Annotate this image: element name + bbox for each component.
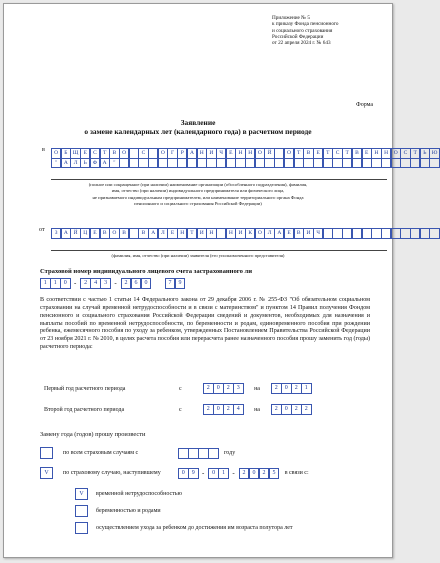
reason-maternity (75, 505, 161, 517)
char-cell[interactable]: Б (61, 148, 71, 159)
char-cell[interactable]: В (119, 228, 129, 239)
char-cell[interactable]: О (284, 148, 294, 159)
char-cell[interactable]: Л (158, 228, 168, 239)
char-cell[interactable]: Ю (429, 148, 439, 159)
char-cell[interactable]: 2 (203, 383, 214, 394)
reason-childcare (75, 522, 293, 534)
org-name-row-3[interactable] (51, 167, 387, 180)
char-cell[interactable]: Е (90, 228, 100, 239)
replace-heading: Замену года (годов) прошу произвести (40, 431, 146, 438)
document-subtitle: о замене календарных лет (календарного года) в расчетном периоде (84, 127, 312, 136)
date-dash: - (232, 468, 235, 477)
year-to: на (254, 385, 260, 392)
char-cell[interactable]: Щ (70, 148, 80, 159)
year-suffix: году (224, 450, 236, 456)
char-cell[interactable]: Ь (80, 158, 90, 169)
char-cell[interactable]: И (235, 228, 245, 239)
char-cell[interactable]: А (148, 228, 158, 239)
char-cell[interactable]: В (138, 228, 148, 239)
annex-line: Приложение № 5 (272, 15, 310, 21)
annex-line: к приказу Фонда пенсионного (272, 21, 339, 28)
char-cell[interactable]: Л (70, 158, 80, 169)
snils-check-group[interactable] (165, 278, 185, 289)
option-specific-case-label: по страховому случаю, наступившему (63, 470, 161, 476)
char-cell[interactable]: Т (100, 148, 110, 159)
form-label: Форма (356, 102, 374, 108)
reason-suffix: в связи с: (284, 470, 309, 476)
char-cell[interactable]: Т (342, 148, 352, 159)
char-cell[interactable]: 2 (271, 383, 282, 394)
char-cell[interactable]: 6 (131, 278, 142, 289)
char-cell[interactable]: Т (410, 148, 420, 159)
char-cell[interactable]: А (100, 158, 110, 169)
char-cell[interactable]: 0 (213, 383, 224, 394)
annex-block (272, 15, 387, 46)
snils-group[interactable] (121, 278, 151, 289)
old-year-field[interactable] (203, 383, 243, 394)
char-cell[interactable]: О (109, 228, 119, 239)
person-prefix: от (39, 227, 45, 233)
option-all-cases-checkbox[interactable] (40, 447, 53, 459)
char-cell[interactable]: 0 (60, 278, 71, 289)
char-cell[interactable]: О (158, 148, 168, 159)
document-page (3, 3, 438, 558)
date-digit-cell[interactable]: 1 (218, 468, 229, 479)
reason-childcare-checkbox[interactable] (75, 522, 88, 534)
date-digit-cell[interactable]: 2 (259, 468, 270, 479)
char-cell[interactable]: Н (235, 148, 245, 159)
snils-field[interactable] (40, 278, 185, 289)
char-cell[interactable]: С (400, 148, 410, 159)
char-cell[interactable]: С (138, 148, 148, 159)
char-cell[interactable]: В (100, 228, 110, 239)
char-cell[interactable]: Й (264, 148, 274, 159)
char-cell[interactable]: Ц (80, 228, 90, 239)
char-cell[interactable]: Ф (90, 158, 100, 169)
char-cell[interactable]: Т (187, 228, 197, 239)
char-cell[interactable]: В (294, 228, 304, 239)
char-cell[interactable]: 2 (301, 404, 312, 415)
char-cell[interactable]: Н (206, 228, 216, 239)
snils-group[interactable] (40, 278, 70, 289)
char-cell[interactable]: 2 (291, 404, 302, 415)
reason-childcare-label: осуществлением ухода за ребенком до достижения им возраста полутора лет (96, 525, 293, 531)
person-name-row-1[interactable] (51, 228, 439, 239)
snils-group[interactable] (80, 278, 110, 289)
caption-line: не признаваемого индивидуальным предпринимателем, или наименование территориального органа Фонда (92, 194, 304, 200)
char-cell[interactable]: О (255, 228, 265, 239)
caption-line: имя, отчество (при наличии) индивидуального предпринимателя или физического лица, (111, 188, 285, 194)
char-cell[interactable]: Н (245, 148, 255, 159)
year-from: с (179, 385, 182, 392)
char-cell[interactable]: 2 (271, 404, 282, 415)
date-digit-cell[interactable]: 2 (239, 468, 250, 479)
reason-sick-leave-label: временной нетрудоспособностью (96, 491, 183, 497)
char-cell[interactable]: Н (381, 148, 391, 159)
year-to: на (254, 406, 260, 413)
char-cell[interactable]: Ч (216, 148, 226, 159)
char-cell[interactable]: З (51, 228, 61, 239)
date-digit-cell[interactable]: 0 (178, 468, 189, 479)
caption-line: (полное или сокращенное (при наличии) наименование организации (обособленного подразделения), фамилия, (88, 182, 308, 187)
char-cell[interactable]: Н (197, 148, 207, 159)
reason-sick-leave-checkbox[interactable]: V (75, 488, 88, 500)
char-cell[interactable]: 2 (80, 278, 91, 289)
char-cell[interactable]: Р (177, 148, 187, 159)
char-cell[interactable]: Г (167, 148, 177, 159)
event-date-day[interactable] (178, 468, 198, 479)
char-cell[interactable]: А (61, 228, 71, 239)
year-row-2 (44, 404, 311, 415)
date-digit-cell[interactable]: 5 (269, 468, 280, 479)
char-cell[interactable]: 2 (203, 404, 214, 415)
char-cell[interactable]: 2 (121, 278, 132, 289)
char-cell[interactable]: Н (177, 228, 187, 239)
date-digit-cell[interactable]: 0 (208, 468, 219, 479)
request-paragraph: В соответствии с частью 1 статьи 14 Федерального закона от 29 декабря 2006 г. № 255-ФЗ "Об обязательном социальном страховании на случай временной нетрудоспособности и в связи с материнством" и пунктом 14 Правил получения Фондом пенсионного и социального страхования Российской Федерации сведений и документов, необходимых для назначения и выплаты пособий по временной нетрудоспособности, по беременности и родам, единовременного пособия при рождении ребенка, ежемесячного пособия по уходу за ребенком, утвержденных Постановлением Правительства Российской Федерации от 23 ноября 2021 г. № 2010, в целях расчета пособия или перерасчета ранее назначенного пособия прошу заменить год (годы) расчетного периода: (40, 297, 370, 351)
reason-sick-leave (75, 488, 182, 500)
char-cell[interactable]: 1 (301, 383, 312, 394)
char-cell[interactable]: 4 (90, 278, 101, 289)
char-cell[interactable]: К (245, 228, 255, 239)
char-cell[interactable]: Е (284, 228, 294, 239)
char-cell[interactable]: И (206, 148, 216, 159)
char-cell[interactable]: Е (167, 228, 177, 239)
char-cell[interactable]: 0 (281, 383, 292, 394)
char-cell[interactable]: 7 (165, 278, 176, 289)
char-cell[interactable]: А (187, 148, 197, 159)
person-name-row-2[interactable] (51, 238, 387, 251)
snils-dash: - (74, 279, 77, 287)
char-cell[interactable]: 9 (175, 278, 186, 289)
char-cell[interactable]: 0 (141, 278, 152, 289)
annex-line: и социального страхования (272, 27, 333, 34)
option-specific-case (40, 467, 309, 479)
char-cell[interactable]: 1 (50, 278, 61, 289)
char-cell[interactable]: Е (313, 148, 323, 159)
char-cell[interactable]: Й (70, 228, 80, 239)
annex-line: Российской Федерации (272, 33, 324, 40)
char-cell[interactable]: Н (371, 148, 381, 159)
char-cell[interactable]: Л (264, 228, 274, 239)
year-label: Второй год расчетного периода (44, 406, 125, 413)
document-title: Заявление (180, 118, 216, 127)
char-cell[interactable]: " (51, 158, 61, 169)
option-specific-case-checkbox[interactable]: V (40, 467, 53, 479)
char-cell[interactable]: Т (323, 148, 333, 159)
char-cell[interactable]: Е (226, 148, 236, 159)
caption-line: пенсионного и социального страхования Российской Федерации) (134, 200, 262, 206)
char-cell[interactable]: О (391, 148, 401, 159)
char-cell[interactable]: О (51, 148, 61, 159)
person-caption: (фамилия, имя, отчество (при наличии) заявителя (его уполномоченного представителя) (111, 253, 285, 258)
year-from: с (179, 406, 182, 413)
char-cell[interactable]: И (303, 228, 313, 239)
org-caption (12, 182, 384, 207)
char-cell[interactable]: " (109, 158, 119, 169)
year-label: Первый год расчетного периода (44, 385, 126, 392)
char-cell[interactable]: В (352, 148, 362, 159)
date-dash: - (202, 468, 205, 477)
snils-dash: - (114, 279, 117, 287)
char-cell[interactable]: 2 (223, 404, 234, 415)
option-all-cases (40, 447, 235, 459)
char-cell[interactable]: О (255, 148, 265, 159)
char-cell[interactable]: 0 (213, 404, 224, 415)
char-cell[interactable] (429, 158, 439, 169)
char-cell[interactable]: С (332, 148, 342, 159)
new-year-field[interactable] (271, 383, 311, 394)
org-prefix: в (42, 147, 45, 153)
date-digit-cell[interactable]: 9 (188, 468, 199, 479)
reason-maternity-checkbox[interactable] (75, 505, 88, 517)
snils-label: Страховой номер индивидуального лицевого счета застрахованного ли (40, 268, 253, 275)
annex-line: от 22 апреля 2024 г. № 643 (272, 40, 331, 47)
char-cell[interactable]: 2 (291, 383, 302, 394)
char-cell[interactable]: С (90, 148, 100, 159)
reason-maternity-label: беременностью и родами (96, 508, 161, 514)
char-cell[interactable]: 0 (281, 404, 292, 415)
char-cell[interactable]: Е (362, 148, 372, 159)
char-cell[interactable]: Е (80, 148, 90, 159)
char-cell[interactable]: 4 (233, 404, 244, 415)
char-cell[interactable]: Ч (313, 228, 323, 239)
char-cell[interactable]: О (119, 148, 129, 159)
event-date-month[interactable] (208, 468, 228, 479)
char-cell[interactable]: 3 (233, 383, 244, 394)
char-cell[interactable]: 1 (40, 278, 51, 289)
char-cell[interactable]: А (274, 228, 284, 239)
new-year-field[interactable] (271, 404, 311, 415)
char-cell[interactable] (429, 228, 439, 239)
char-cell[interactable]: В (109, 148, 119, 159)
date-digit-cell[interactable]: 0 (249, 468, 260, 479)
char-cell[interactable]: И (197, 228, 207, 239)
char-cell[interactable]: 3 (100, 278, 111, 289)
char-cell[interactable]: Ь (420, 148, 430, 159)
char-cell[interactable]: 2 (223, 383, 234, 394)
all-cases-year-field[interactable] (178, 448, 218, 459)
char-cell[interactable]: В (303, 148, 313, 159)
char-cell[interactable]: Н (226, 228, 236, 239)
char-cell[interactable]: А (61, 158, 71, 169)
old-year-field[interactable] (203, 404, 243, 415)
option-all-cases-label: по всем страховым случаям с (63, 450, 139, 456)
year-row-1 (44, 383, 311, 394)
event-date-year[interactable] (239, 468, 279, 479)
char-cell[interactable]: Т (294, 148, 304, 159)
